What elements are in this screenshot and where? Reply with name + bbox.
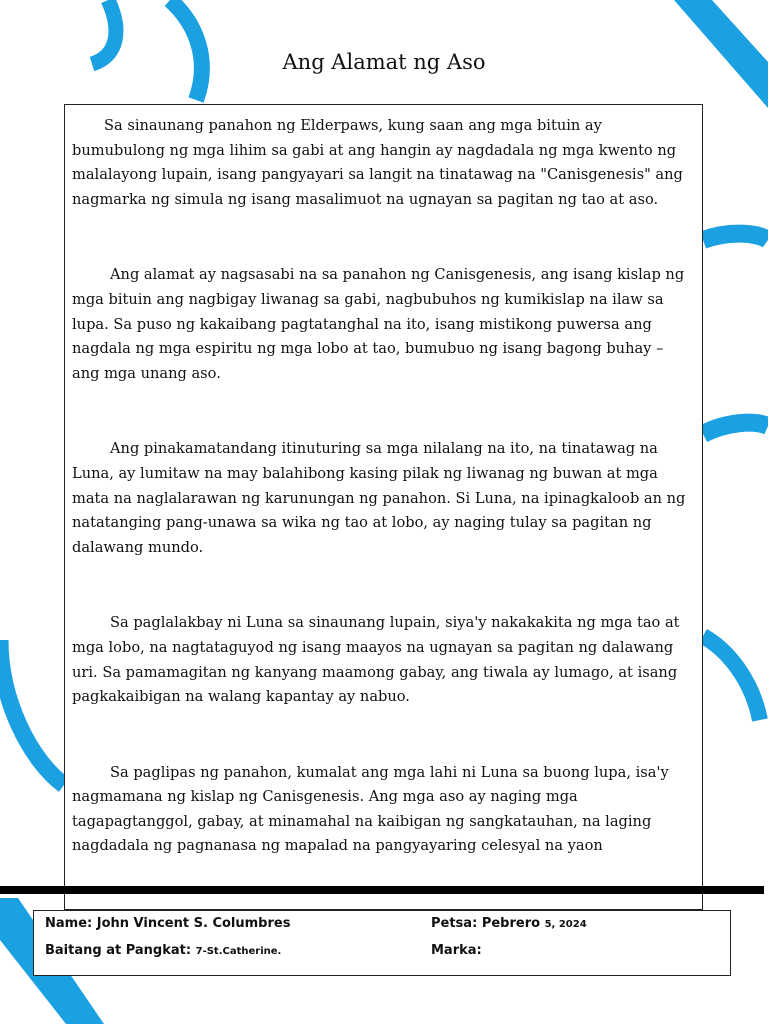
score-row (431, 943, 482, 958)
grade-value: 7-St.Catherine. (195, 946, 282, 957)
student-info-box (33, 910, 731, 976)
name-label: Name: (45, 916, 93, 931)
story-paragraph: Ang alamat ay nagsasabi na sa panahon ng Canisgenesis, ang isang kislap ng mga bituin ang nagbigay liwanag sa gabi, nagbubuhos ng kumikislap na ilaw sa lupa. Sa puso ng kakaibang pagtatanghal na ito, isang mistikong puwersa ang nagdala ng mga espiritu ng mga lobo at tao, bumubuo ng isang bagong buhay – ang mga unang aso. (72, 266, 685, 382)
left-arc (0, 640, 64, 785)
date-label: Petsa: (431, 916, 478, 931)
grade-label: Baitang at Pangkat: (45, 943, 192, 958)
name-value: John Vincent S. Columbres (96, 916, 291, 931)
date-month: Pebrero (481, 916, 541, 931)
date-day-year: 5, 2024 (544, 919, 587, 930)
score-label: Marka: (431, 943, 482, 958)
date-row (431, 916, 587, 931)
grade-section-row (45, 943, 281, 958)
story-paragraph: Ang pinakamatandang itinuturing sa mga nilalang na ito, na tinatawag na Luna, ay lumitaw na may balahibong kasing pilak ng liwanag ng buwan at mga mata na naglalarawan ng karunungan ng panahon. Si Luna, na ipinagkaloob an ng natatanging pang-unawa sa wika ng tao at lobo, ay naging tulay sa pagitan ng dalawang mundo. (72, 440, 686, 556)
divider-rule (0, 886, 764, 894)
name-row (45, 916, 290, 931)
right-arc-3 (703, 636, 760, 720)
right-arc-2 (703, 423, 768, 434)
story-paragraph: Sa paglipas ng panahon, kumalat ang mga lahi ni Luna sa buong lupa, isa'y nagmamana ng kislap ng Canisgenesis. Ang mga aso ay naging mga tagapagtanggol, gabay, at minamahal na kaibigan ng sangkatauhan, na laging nagdadala ng pagnanasa ng mapalad na pangyayaring celesyal na yaon (72, 763, 669, 855)
right-arc-1 (703, 234, 768, 240)
story-text-box (64, 104, 703, 910)
page-title: Ang Alamat ng Aso (282, 50, 486, 74)
story-paragraph: Sa paglalakbay ni Luna sa sinaunang lupain, siya'y nakakakita ng mga tao at mga lobo, na nagtataguyod ng isang maayos na ugnayan sa pagitan ng dalawang uri. Sa pamamagitan ng kanyang maamong gabay, ang tiwala ay lumago, at isang pagkakaibigan na walang kapantay ay nabuo. (72, 614, 680, 706)
story-paragraph: Sa sinaunang panahon ng Elderpaws, kung saan ang mga bituin ay bumubulong ng mga lihim sa gabi at ang hangin ay nagdadala ng mga kwento ng malalayong lupain, isang pangyayari sa langit na tinatawag na "Canisgenesis" ang nagmarka ng simula ng isang masalimuot na ugnayan sa pagitan ng tao at aso. (72, 117, 683, 208)
